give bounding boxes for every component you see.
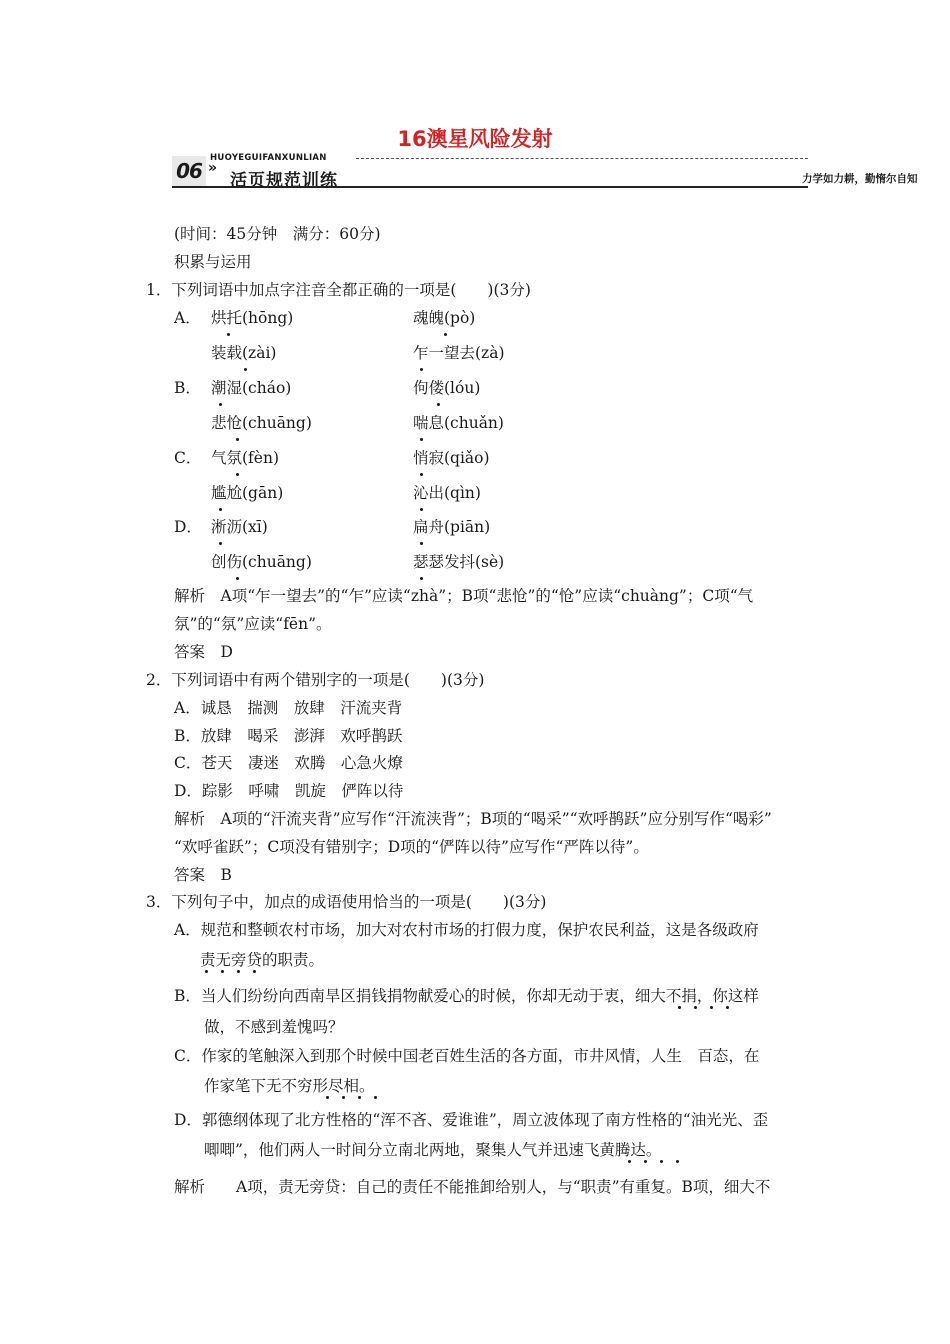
emphasis-dot: [710, 1006, 713, 1009]
emphasis-dot: [236, 577, 239, 580]
q3-option-d-line-2: 唧唧”，他们两人一时间分立南北两地，聚集人气并迅速飞黄腾达。: [204, 1141, 662, 1159]
emphasis-dot: [420, 542, 423, 545]
q1-analysis-line-2: 氛”的“氛”应读“fēn”。: [174, 615, 332, 633]
q1-option-b-word-3: 悲怆(chuāng): [211, 414, 312, 432]
q1-option-c-word-3: 尴尬(gān): [211, 484, 284, 502]
emphasis-dot: [219, 403, 222, 406]
q1-option-b-word-1: 潮湿(cháo): [211, 379, 292, 397]
emphasis-dot: [628, 1160, 631, 1163]
q1-option-d-label: D．: [174, 518, 202, 536]
emphasis-dot: [236, 473, 239, 476]
emphasis-dot: [420, 368, 423, 371]
q2-option-b: B．放肆 喝采 澎湃 欢呼鹊跃: [174, 727, 403, 745]
time-score: (时间：45分钟 满分：60分): [174, 225, 381, 243]
q2-analysis-line-1: 解析 A项的“汗流夹背”应写作“汗流浃背”；B项的“喝采”“欢呼鹊跃”应分别写作“喝彩”: [174, 810, 772, 828]
emphasis-dot: [437, 403, 440, 406]
header-rule: [172, 186, 808, 188]
section-number: 06: [172, 156, 206, 186]
emphasis-dot: [205, 970, 208, 973]
emphasis-dot: [326, 1096, 329, 1099]
q1-stem: 1．下列词语中加点字注音全都正确的一项是( )(3分): [146, 281, 531, 299]
emphasis-dot: [221, 970, 224, 973]
q2-analysis-line-2: “欢呼雀跃”；C项没有错别字；D项的“俨阵以待”应写作“严阵以待”。: [174, 838, 649, 856]
emphasis-dot: [660, 1160, 663, 1163]
emphasis-dot: [420, 508, 423, 511]
chevron-right-icon: »: [208, 160, 218, 176]
q2-answer: 答案 B: [174, 866, 232, 884]
section-pinyin: HUOYEGUIFANXUNLIAN: [210, 153, 327, 163]
q3-option-c-line-1: C．作家的笔触深入到那个时候中国老百姓生活的各方面，市井风情，人生 百态，在: [174, 1047, 760, 1065]
q3-analysis-line-1: 解析 A项，责无旁贷：自己的责任不能推卸给别人，与“职责”有重复。B项，细大不: [174, 1178, 771, 1196]
emphasis-dot: [694, 1006, 697, 1009]
emphasis-dot: [374, 1096, 377, 1099]
emphasis-dot: [644, 1160, 647, 1163]
emphasis-dot: [420, 473, 423, 476]
emphasis-dot: [726, 1006, 729, 1009]
emphasis-dot: [678, 1006, 681, 1009]
q3-option-d-line-1: D．郭德纲体现了北方性格的“浑不吝、爱谁谁”，周立波体现了南方性格的“油光光、歪: [174, 1111, 769, 1129]
emphasis-dot: [219, 542, 222, 545]
section-name: 活页规范训练: [230, 171, 338, 191]
q1-option-c-word-2: 悄寂(qiǎo): [413, 449, 490, 467]
q2-option-c: C．苍天 凄迷 欢腾 心急火燎: [174, 754, 403, 772]
q1-option-d-word-2: 扁舟(piān): [413, 518, 491, 536]
emphasis-dot: [253, 970, 256, 973]
q1-option-d-word-4: 瑟瑟发抖(sè): [413, 553, 505, 571]
q2-stem: 2．下列词语中有两个错别字的一项是( )(3分): [146, 671, 485, 689]
q1-option-d-word-1: 淅沥(xī): [211, 518, 268, 536]
q1-option-a-word-2: 魂魄(pò): [413, 309, 476, 327]
q1-option-c-word-4: 沁出(qìn): [413, 484, 481, 502]
q2-option-d: D．踪影 呼啸 凯旋 俨阵以待: [174, 782, 404, 800]
q3-stem: 3．下列句子中，加点的成语使用恰当的一项是( )(3分): [146, 893, 547, 911]
emphasis-dot: [358, 1096, 361, 1099]
q1-option-c-label: C．: [174, 449, 202, 467]
emphasis-dot: [227, 333, 230, 336]
q3-option-b-line-2: 做，不感到羞愧吗？: [204, 1018, 344, 1036]
q1-option-a-word-4: 乍一望去(zà): [413, 344, 505, 362]
q1-option-b-word-4: 喘息(chuǎn): [413, 414, 504, 432]
emphasis-dot: [244, 368, 247, 371]
q1-option-a-label: A．: [174, 309, 201, 327]
emphasis-dot: [420, 438, 423, 441]
q1-analysis-line-1: 解析 A项“乍一望去”的“乍”应读“zhà”；B项“悲怆”的“怆”应读“chuàng”；C项“气: [174, 587, 754, 605]
q1-option-a-word-3: 装载(zài): [211, 344, 277, 362]
q3-option-a-line-2: 责无旁贷的职责。: [200, 951, 325, 969]
header-dashed-rule: [356, 158, 808, 159]
page-title: 16澳星风险发射: [397, 127, 553, 151]
section-motto: 力学如力耕，勤惰尔自知: [802, 173, 918, 185]
q3-option-a-line-1: A．规范和整顿农村市场，加大对农村市场的打假力度，保护农民利益，这是各级政府: [174, 921, 759, 939]
emphasis-dot: [219, 508, 222, 511]
q3-option-c-line-2: 作家笔下无不穷形尽相。: [204, 1077, 375, 1095]
emphasis-dot: [420, 577, 423, 580]
q1-answer: 答案 D: [174, 643, 233, 661]
q1-option-d-word-3: 创伤(chuāng): [211, 553, 312, 571]
q1-option-b-label: B．: [174, 379, 201, 397]
emphasis-dot: [342, 1096, 345, 1099]
q1-option-a-word-1: 烘托(hōng): [211, 309, 294, 327]
section-heading: 积累与运用: [174, 253, 252, 271]
emphasis-dot: [676, 1160, 679, 1163]
q1-option-b-word-2: 佝偻(lóu): [413, 379, 481, 397]
q1-option-c-word-1: 气氛(fèn): [211, 449, 279, 467]
emphasis-dot: [237, 970, 240, 973]
q2-option-a: A．诚恳 揣测 放肆 汗流夹背: [174, 699, 403, 717]
emphasis-dot: [444, 333, 447, 336]
emphasis-dot: [236, 438, 239, 441]
q3-option-b-line-1: B．当人们纷纷向西南旱区捐钱捐物献爱心的时候，你却无动于衷，细大不捐，你这样: [174, 987, 759, 1005]
